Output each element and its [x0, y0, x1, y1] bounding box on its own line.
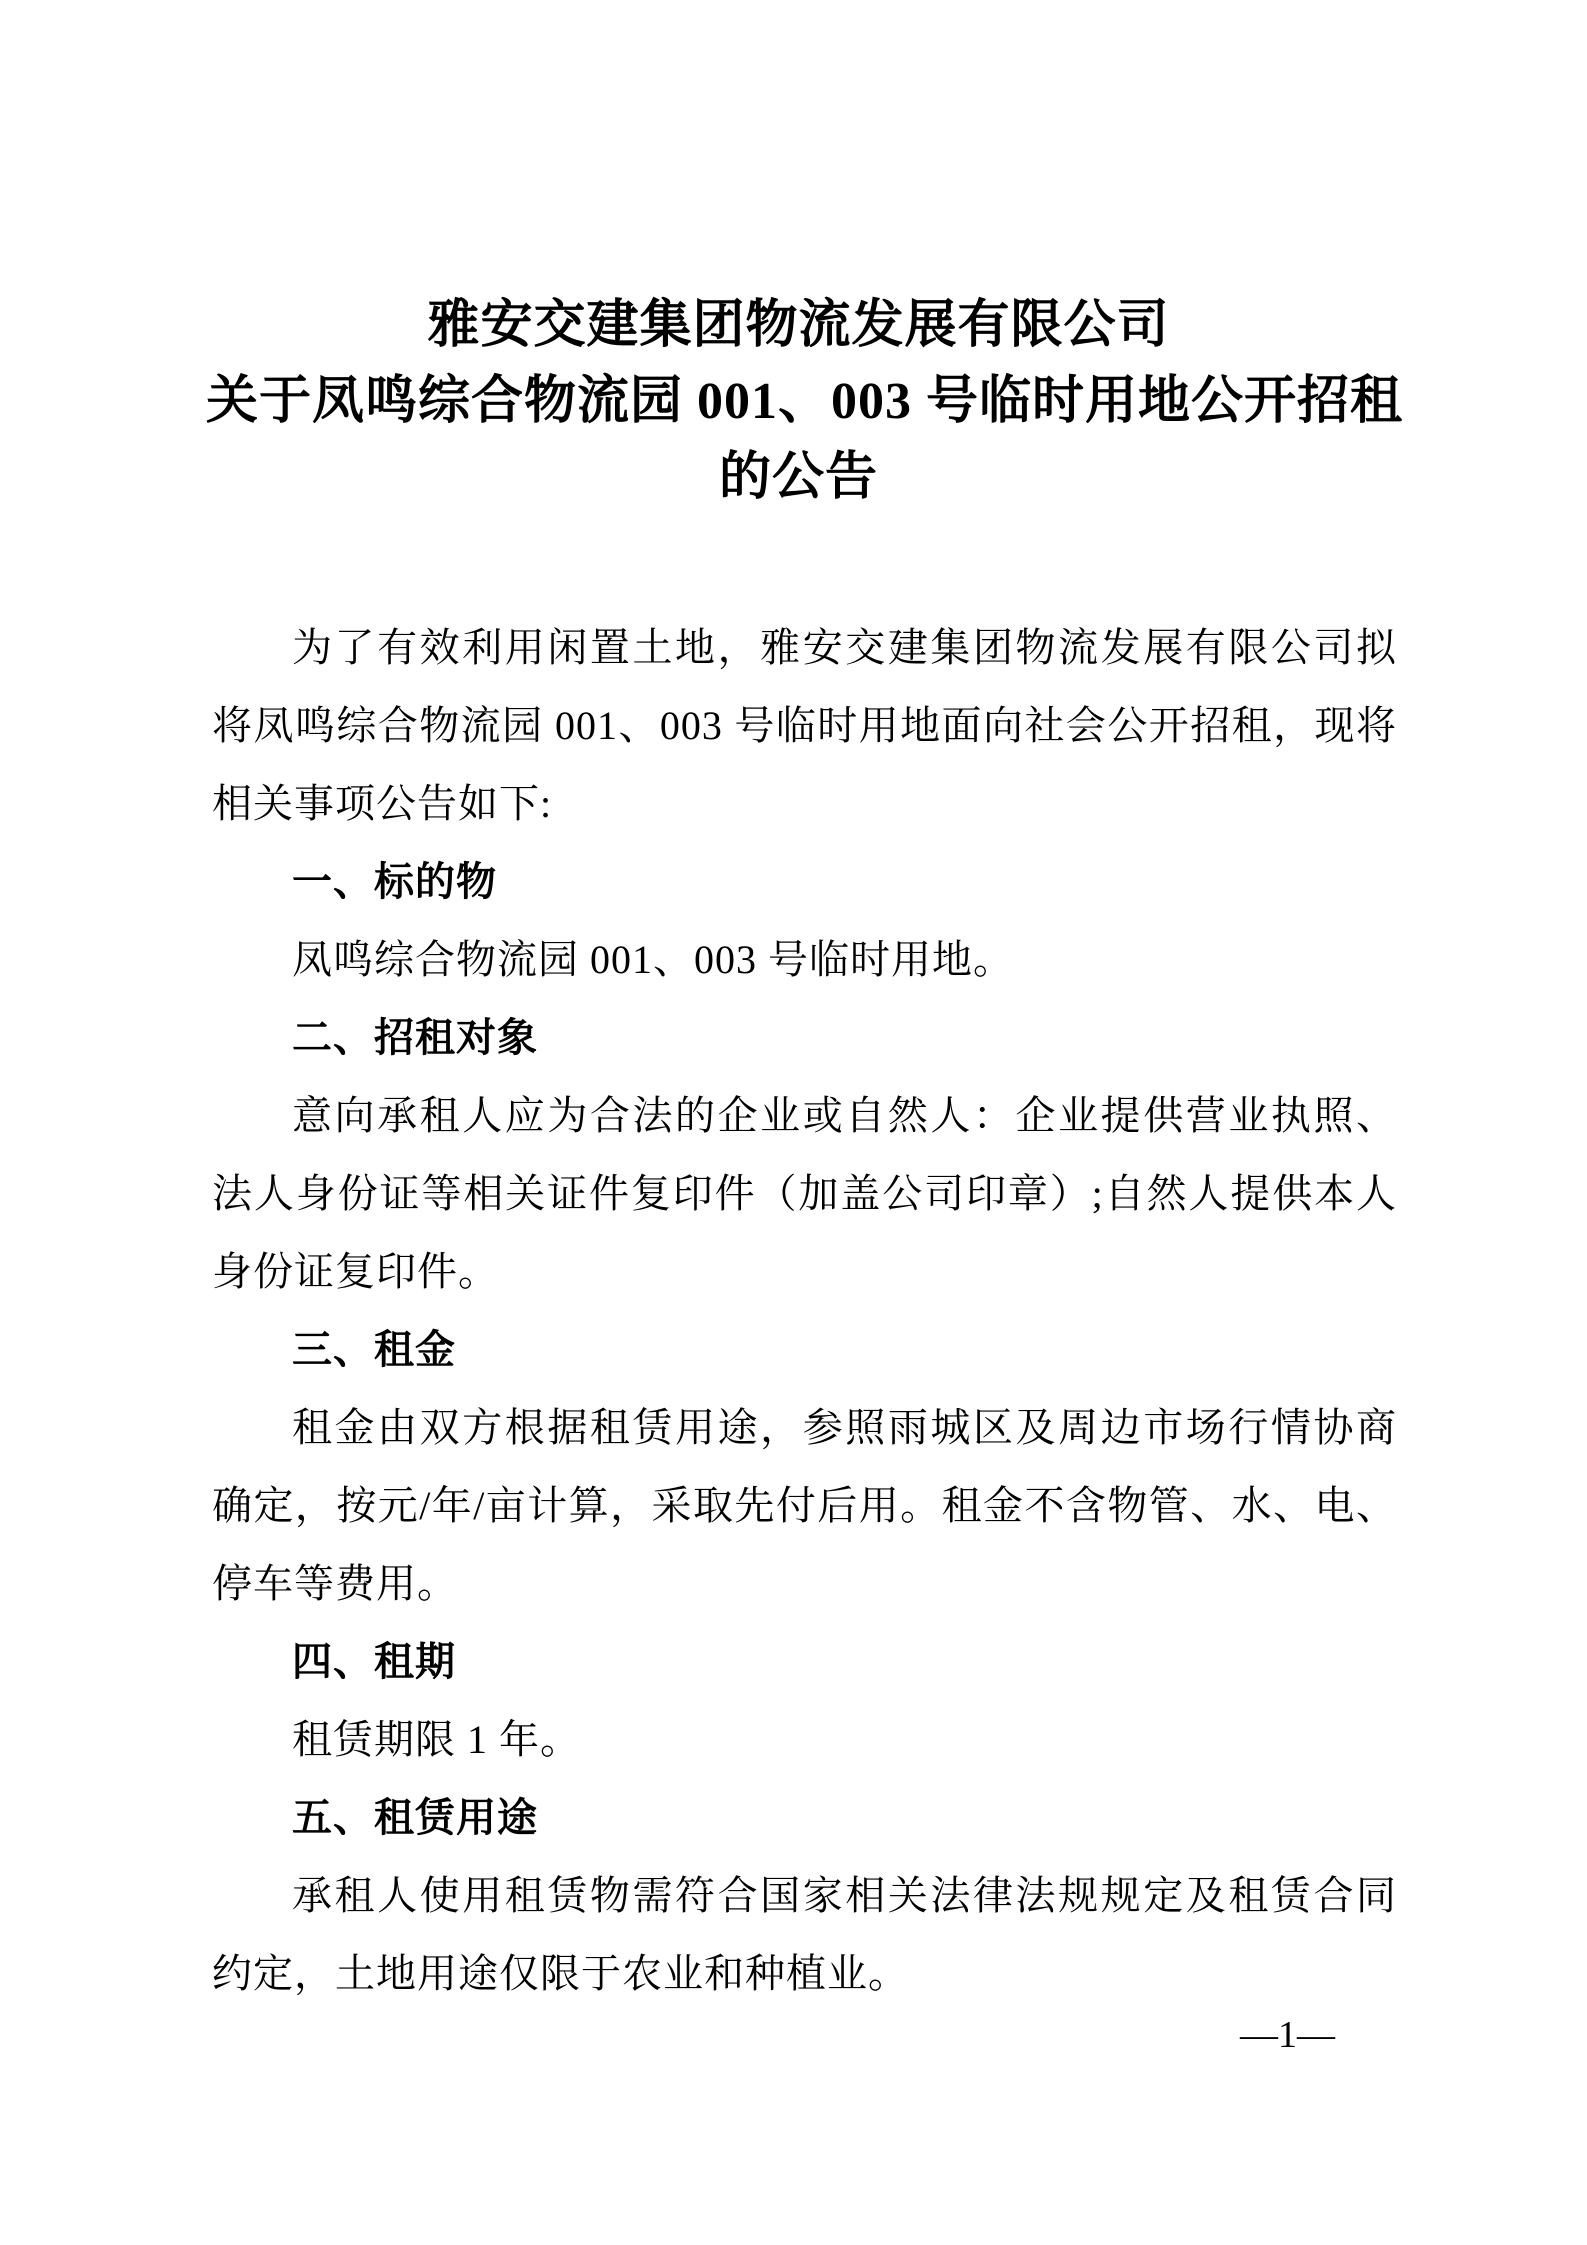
section-heading-targets: 二、招租对象	[292, 1016, 538, 1060]
section-paragraph-targets: 意向承租人应为合法的企业或自然人：企业提供营业执照、法人身份证等相关证件复印件（加盖公司印章）;自然人提供本人身份证复印件。	[212, 1093, 1397, 1294]
section-paragraph-rent: 租金由双方根据租赁用途，参照雨城区及周边市场行情协商确定，按元/年/亩计算，采取先付后用。租金不含物管、水、电、停车等费用。	[212, 1405, 1397, 1606]
section-heading-term: 四、租期	[292, 1640, 456, 1684]
page-number: —1—	[1240, 2014, 1335, 2056]
page-footer	[1240, 2012, 1335, 2058]
title-line-subject: 关于凤鸣综合物流园 001、003 号临时用地公开招租	[206, 373, 1404, 430]
document-body	[212, 609, 1397, 2013]
section-heading-rent: 三、租金	[292, 1328, 456, 1372]
section-paragraph-term: 租赁期限 1 年。	[292, 1717, 581, 1762]
section-paragraph-usage: 承租人使用租赁物需符合国家相关法律法规规定及租赁合同约定，土地用途仅限于农业和种植业。	[212, 1873, 1397, 1996]
document-title	[206, 288, 1404, 516]
intro-paragraph: 为了有效利用闲置土地，雅安交建集团物流发展有限公司拟将凤鸣综合物流园 001、003 号临时用地面向社会公开招租，现将相关事项公告如下:	[212, 625, 1397, 826]
section-heading-subject: 一、标的物	[292, 860, 497, 904]
section-paragraph-subject: 凤鸣综合物流园 001、003 号临时用地。	[292, 937, 1014, 982]
section-heading-usage: 五、租赁用途	[292, 1796, 538, 1840]
title-line-company: 雅安交建集团物流发展有限公司	[427, 297, 1170, 354]
title-line-announcement: 的公告	[718, 449, 878, 506]
